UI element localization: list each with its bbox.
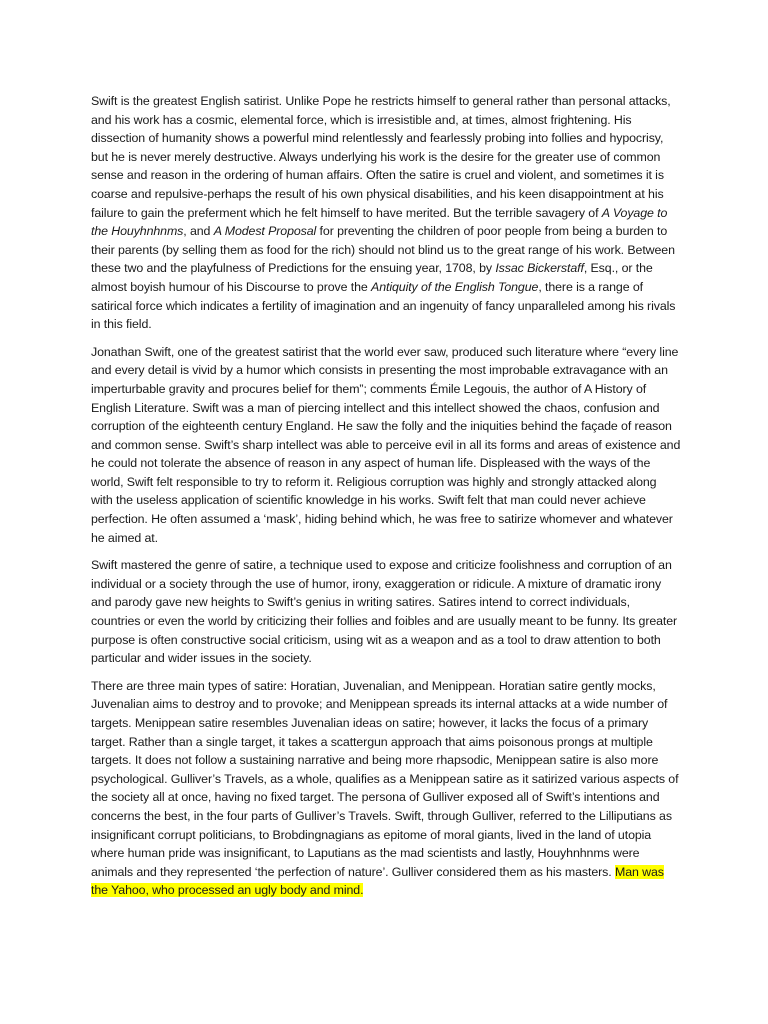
paragraph-3 (91, 556, 681, 668)
text-run: Swift mastered the genre of satire, a technique used to expose and criticize foolishness and corruption of an individual or a society through the use of humor, irony, exaggeration or ridicule. A mixture of dramatic irony and parody gave new heights to Swift’s genius in writing satires. Satires intend to correct individuals, countries or even the world by criticizing their follies and foibles and are usually meant to be funny. Its greater purpose is often constructive social criticism, using wit as a weapon and as a tool to draw attention to both particular and wider issues in the society. (91, 558, 678, 666)
text-run: , there is a range of satirical force which indicates a fertility of imagination and an ingenuity of fancy unparalleled among his rivals in this field. (91, 279, 676, 332)
title-voyage-houyhnhnms: A Voyage to the Houyhnhnms (91, 205, 668, 239)
text-run: Swift is the greatest English satirist. Unlike Pope he restricts himself to general rather than personal attacks, and his work has a cosmic, elemental force, which is irresistible and, at times, almost frightening. His dissection of humanity shows a powerful mind relentlessly and fearlessly probing into follies and hypocrisy, but he is never merely destructive. Always underlying his work is the desire for the greater use of common sense and reason in the ordering of human affairs. Often the satire is cruel and violent, and sometimes it is coarse and repulsive-perhaps the result of his own physical disabilities, and his keen disappointment at his failure to gain the preferment which he felt himself to have merited. But the terrible savagery of (91, 94, 671, 220)
text-run: Jonathan Swift, one of the greatest satirist that the world ever saw, produced such literature where “every line and every detail is vivid by a humor which consists in presenting the most improbable extravagance with an imperturbable gravity and procures belief for them”; comments Émile Legouis, the author of A History of English Literature. Swift was a man of piercing intellect and this intellect showed the chaos, confusion and corruption of the eighteenth century England. He saw the folly and the iniquities behind the façade of reason and common sense. Swift’s sharp intellect was able to perceive evil in all its forms and areas of existence and he could not tolerate the absence of reason in any aspect of human life. Displeased with the ways of the world, Swift felt responsible to try to reform it. Religious corruption was highly and strongly attacked along with the useless application of scientific knowledge in his works. Swift felt that man could never achieve perfection. He often assumed a ‘mask’, hiding behind which, he was free to satirize whomever and whatever he aimed at. (91, 344, 681, 545)
title-antiquity-english-tongue: Antiquity of the English Tongue (371, 279, 539, 294)
highlighted-sentence: Man was the Yahoo, who processed an ugly body and mind. (91, 864, 664, 898)
paragraph-1 (91, 92, 681, 334)
text-run: , and (183, 224, 214, 239)
document-page (91, 92, 681, 909)
text-run: There are three main types of satire: Horatian, Juvenalian, and Menippean. Horatian satire gently mocks, Juvenalian aims to destroy and to provoke; and Menippean spreads its internal attacks at a wide number of targets. Menippean satire resembles Juvenalian ideas on satire; however, it lacks the focus of a primary target. Rather than a single target, it takes a scattergun approach that aims poisonous prongs at multiple targets. It does not follow a sustaining narrative and being more rhapsodic, Menippean satire is also more psychological. Gulliver’s Travels, as a whole, qualifies as a Menippean satire as it satirized various aspects of the society all at once, having no fixed target. The persona of Gulliver exposed all of Swift’s intentions and concerns the best, in the four parts of Gulliver’s Travels. Swift, through Gulliver, referred to the Lilliputians as insignificant corrupt politicians, to Brobdingnagians as epitome of moral giants, lived in the land of utopia where human pride was insignificant, to Laputians as the mad scientists and lastly, Houyhnhnms were animals and they represented ‘the perfection of nature’. Gulliver considered them as his masters. (91, 678, 679, 879)
text-run: , Esq., or the almost boyish humour of his Discourse to prove the (91, 261, 653, 294)
title-modest-proposal: A Modest Proposal (213, 224, 317, 239)
text-run: for preventing the children of poor people from being a burden to their parents (by selling them as food for the rich) should not blind us to the great range of his work. Between these two and the playfulness of Predictions for the ensuing year, 1708, by (91, 224, 675, 276)
paragraph-4 (91, 677, 681, 900)
paragraph-2 (91, 343, 681, 548)
name-issac-bickerstaff: Issac Bickerstaff (495, 261, 584, 276)
